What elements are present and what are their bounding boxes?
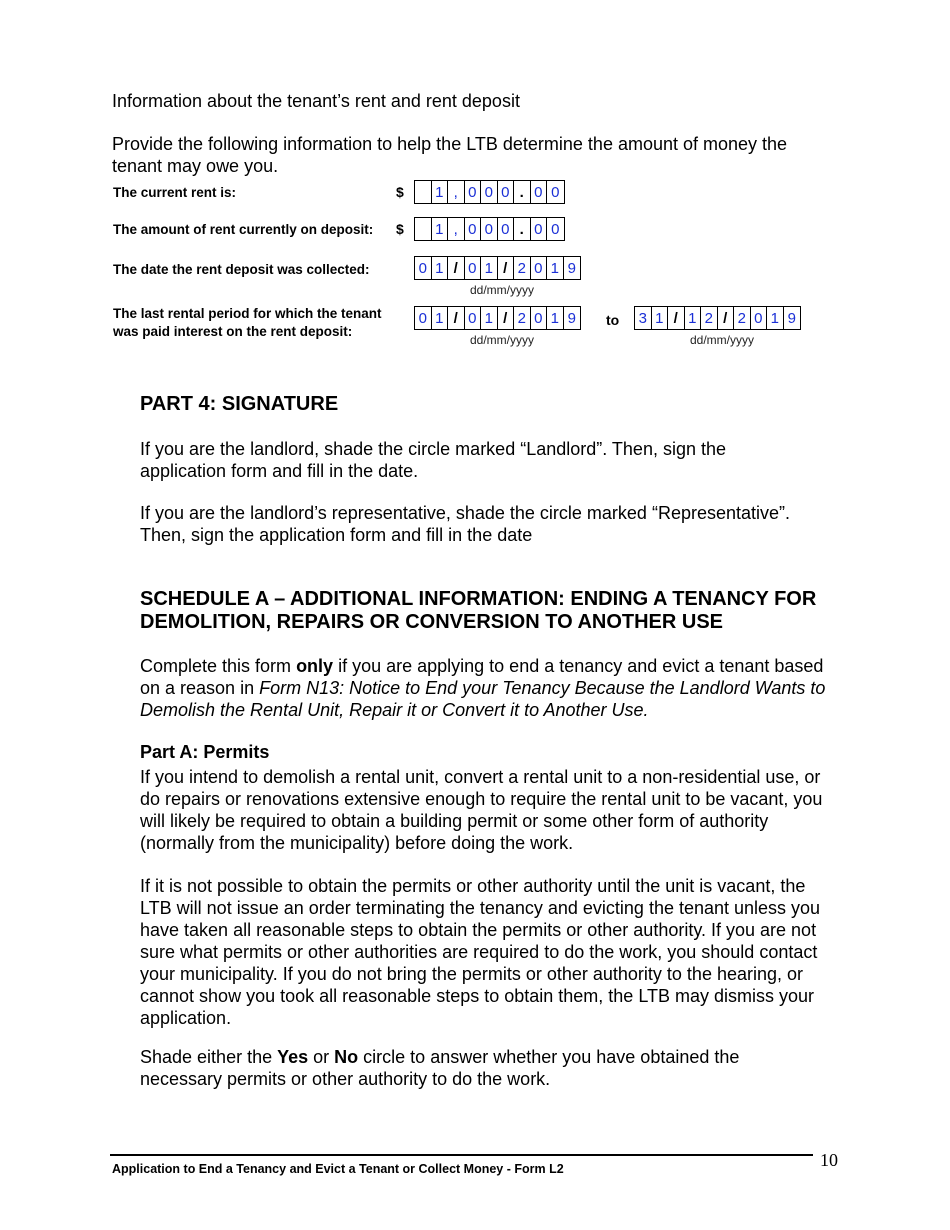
intro-form-n13: Form N13: Notice to End your Tenancy Because the Landlord Wants to Demolish the Rental Unit, Repair it or Convert it to Another Use. <box>140 678 826 720</box>
schedule-a-intro <box>140 655 840 721</box>
digit-cell: 0 <box>465 181 482 203</box>
footer-rule <box>110 1154 813 1156</box>
part4-heading: PART 4: SIGNATURE <box>140 393 339 415</box>
part-a-heading: Part A: Permits <box>140 742 270 762</box>
separator-cell: , <box>448 181 465 203</box>
current-rent-currency: $ <box>396 184 404 200</box>
part-a-para3 <box>140 1046 780 1090</box>
schedule-a-heading-line2: DEMOLITION, REPAIRS OR CONVERSION TO ANOTHER USE <box>140 611 724 633</box>
para3-no: No <box>334 1047 359 1067</box>
digit-cell: 2 <box>734 307 751 329</box>
digit-cell: 1 <box>481 257 498 279</box>
interest-period-label-line2: was paid interest on the rent deposit: <box>113 324 353 339</box>
deposit-amount-currency: $ <box>396 221 404 237</box>
digit-cell: 1 <box>547 257 564 279</box>
digit-cell: 0 <box>498 218 515 240</box>
separator-cell: . <box>514 181 531 203</box>
interest-period-from-field[interactable] <box>414 306 581 330</box>
part-a-para1: If you intend to demolish a rental unit, convert a rental unit to a non-residential use, or do repairs or renovations extensive enough to require the rental unit to be vacant, you will likely be required to obtain a building permit or some other form of authority (normally from the municipality) before doing the work. <box>140 767 823 853</box>
digit-cell: 1 <box>432 218 449 240</box>
digit-cell: 3 <box>635 307 652 329</box>
digit-cell <box>415 218 432 240</box>
digit-cell: 0 <box>751 307 768 329</box>
digit-cell <box>415 181 432 203</box>
digit-cell: 9 <box>567 259 576 277</box>
separator-cell: / <box>448 257 465 279</box>
rent-section-intro: Provide the following information to help the LTB determine the amount of money the tenant may owe you. <box>112 134 788 176</box>
digit-cell: 0 <box>551 220 560 238</box>
digit-cell: 0 <box>551 183 560 201</box>
para3-or: or <box>308 1047 335 1067</box>
deposit-amount-label: The amount of rent currently on deposit: <box>113 222 374 237</box>
digit-cell: 1 <box>481 307 498 329</box>
digit-cell: 0 <box>465 218 482 240</box>
digit-cell: 0 <box>531 218 548 240</box>
part4-para2: If you are the landlord’s representative, shade the circle marked “Representative”. Then, sign the application form and fill in the date <box>140 503 791 545</box>
interest-period-label-line1: The last rental period for which the tenant <box>113 306 382 321</box>
intro-text-a: Complete this form <box>140 656 297 676</box>
separator-cell: / <box>498 257 515 279</box>
separator-cell: / <box>668 307 685 329</box>
digit-cell: 0 <box>531 257 548 279</box>
separator-cell: . <box>514 218 531 240</box>
digit-cell: 2 <box>514 307 531 329</box>
digit-cell: 0 <box>481 181 498 203</box>
intro-text-b: if you are applying to end a tenancy and evict a tenant based on a reason in <box>140 656 824 698</box>
digit-cell: 0 <box>481 218 498 240</box>
separator-cell: , <box>448 218 465 240</box>
interest-period-to-word: to <box>606 312 620 328</box>
part4-para1: If you are the landlord, shade the circle marked “Landlord”. Then, sign the application form and fill in the date. <box>140 439 727 481</box>
schedule-a-heading-line1: SCHEDULE A – ADDITIONAL INFORMATION: ENDING A TENANCY FOR <box>140 588 817 610</box>
digit-cell: 0 <box>465 307 482 329</box>
current-rent-field[interactable] <box>414 180 565 204</box>
digit-cell: 1 <box>432 307 449 329</box>
deposit-date-label: The date the rent deposit was collected: <box>113 262 370 277</box>
digit-cell: 1 <box>432 257 449 279</box>
current-rent-label: The current rent is: <box>113 185 237 200</box>
deposit-amount-field[interactable] <box>414 217 565 241</box>
digit-cell: 0 <box>415 257 432 279</box>
digit-cell: 2 <box>514 257 531 279</box>
deposit-date-format: dd/mm/yyyy <box>469 283 534 297</box>
part-a-para2: If it is not possible to obtain the permits or other authority until the unit is vacant, the LTB will not issue an order terminating the tenancy and evicting the tenant unless you have taken all reasonable steps to obtain the permits or other authority. If you are not sure what permits or other authorities are required to do the work, you should contact your municipality. If you do not bring the permits or other authority to the hearing, or cannot show you took all reasonable steps to obtain them, the LTB may dismiss your application. <box>140 876 821 1028</box>
digit-cell: 0 <box>531 307 548 329</box>
deposit-date-field[interactable] <box>414 256 581 280</box>
digit-cell: 1 <box>685 307 702 329</box>
digit-cell: 2 <box>701 307 718 329</box>
interest-period-to-format: dd/mm/yyyy <box>689 333 754 347</box>
digit-cell: 0 <box>465 257 482 279</box>
digit-cell: 1 <box>547 307 564 329</box>
interest-period-from-format: dd/mm/yyyy <box>469 333 534 347</box>
page-number: 10 <box>820 1150 838 1170</box>
digit-cell: 9 <box>787 309 796 327</box>
para3-text-a: Shade either the <box>140 1047 278 1067</box>
digit-cell: 1 <box>767 307 784 329</box>
intro-bold-only: only <box>296 656 334 676</box>
para3-text-b: circle to answer whether you have obtained the necessary permits or other authority to do the work. <box>140 1047 740 1089</box>
separator-cell: / <box>498 307 515 329</box>
digit-cell: 0 <box>498 181 515 203</box>
digit-cell: 9 <box>567 309 576 327</box>
footer-title: Application to End a Tenancy and Evict a Tenant or Collect Money - Form L2 <box>112 1162 564 1176</box>
rent-section-heading: Information about the tenant’s rent and rent deposit <box>112 91 520 111</box>
separator-cell: / <box>718 307 735 329</box>
para3-yes: Yes <box>277 1047 309 1067</box>
separator-cell: / <box>448 307 465 329</box>
digit-cell: 1 <box>432 181 449 203</box>
digit-cell: 0 <box>415 307 432 329</box>
digit-cell: 1 <box>652 307 669 329</box>
interest-period-to-field[interactable] <box>634 306 801 330</box>
digit-cell: 0 <box>531 181 548 203</box>
